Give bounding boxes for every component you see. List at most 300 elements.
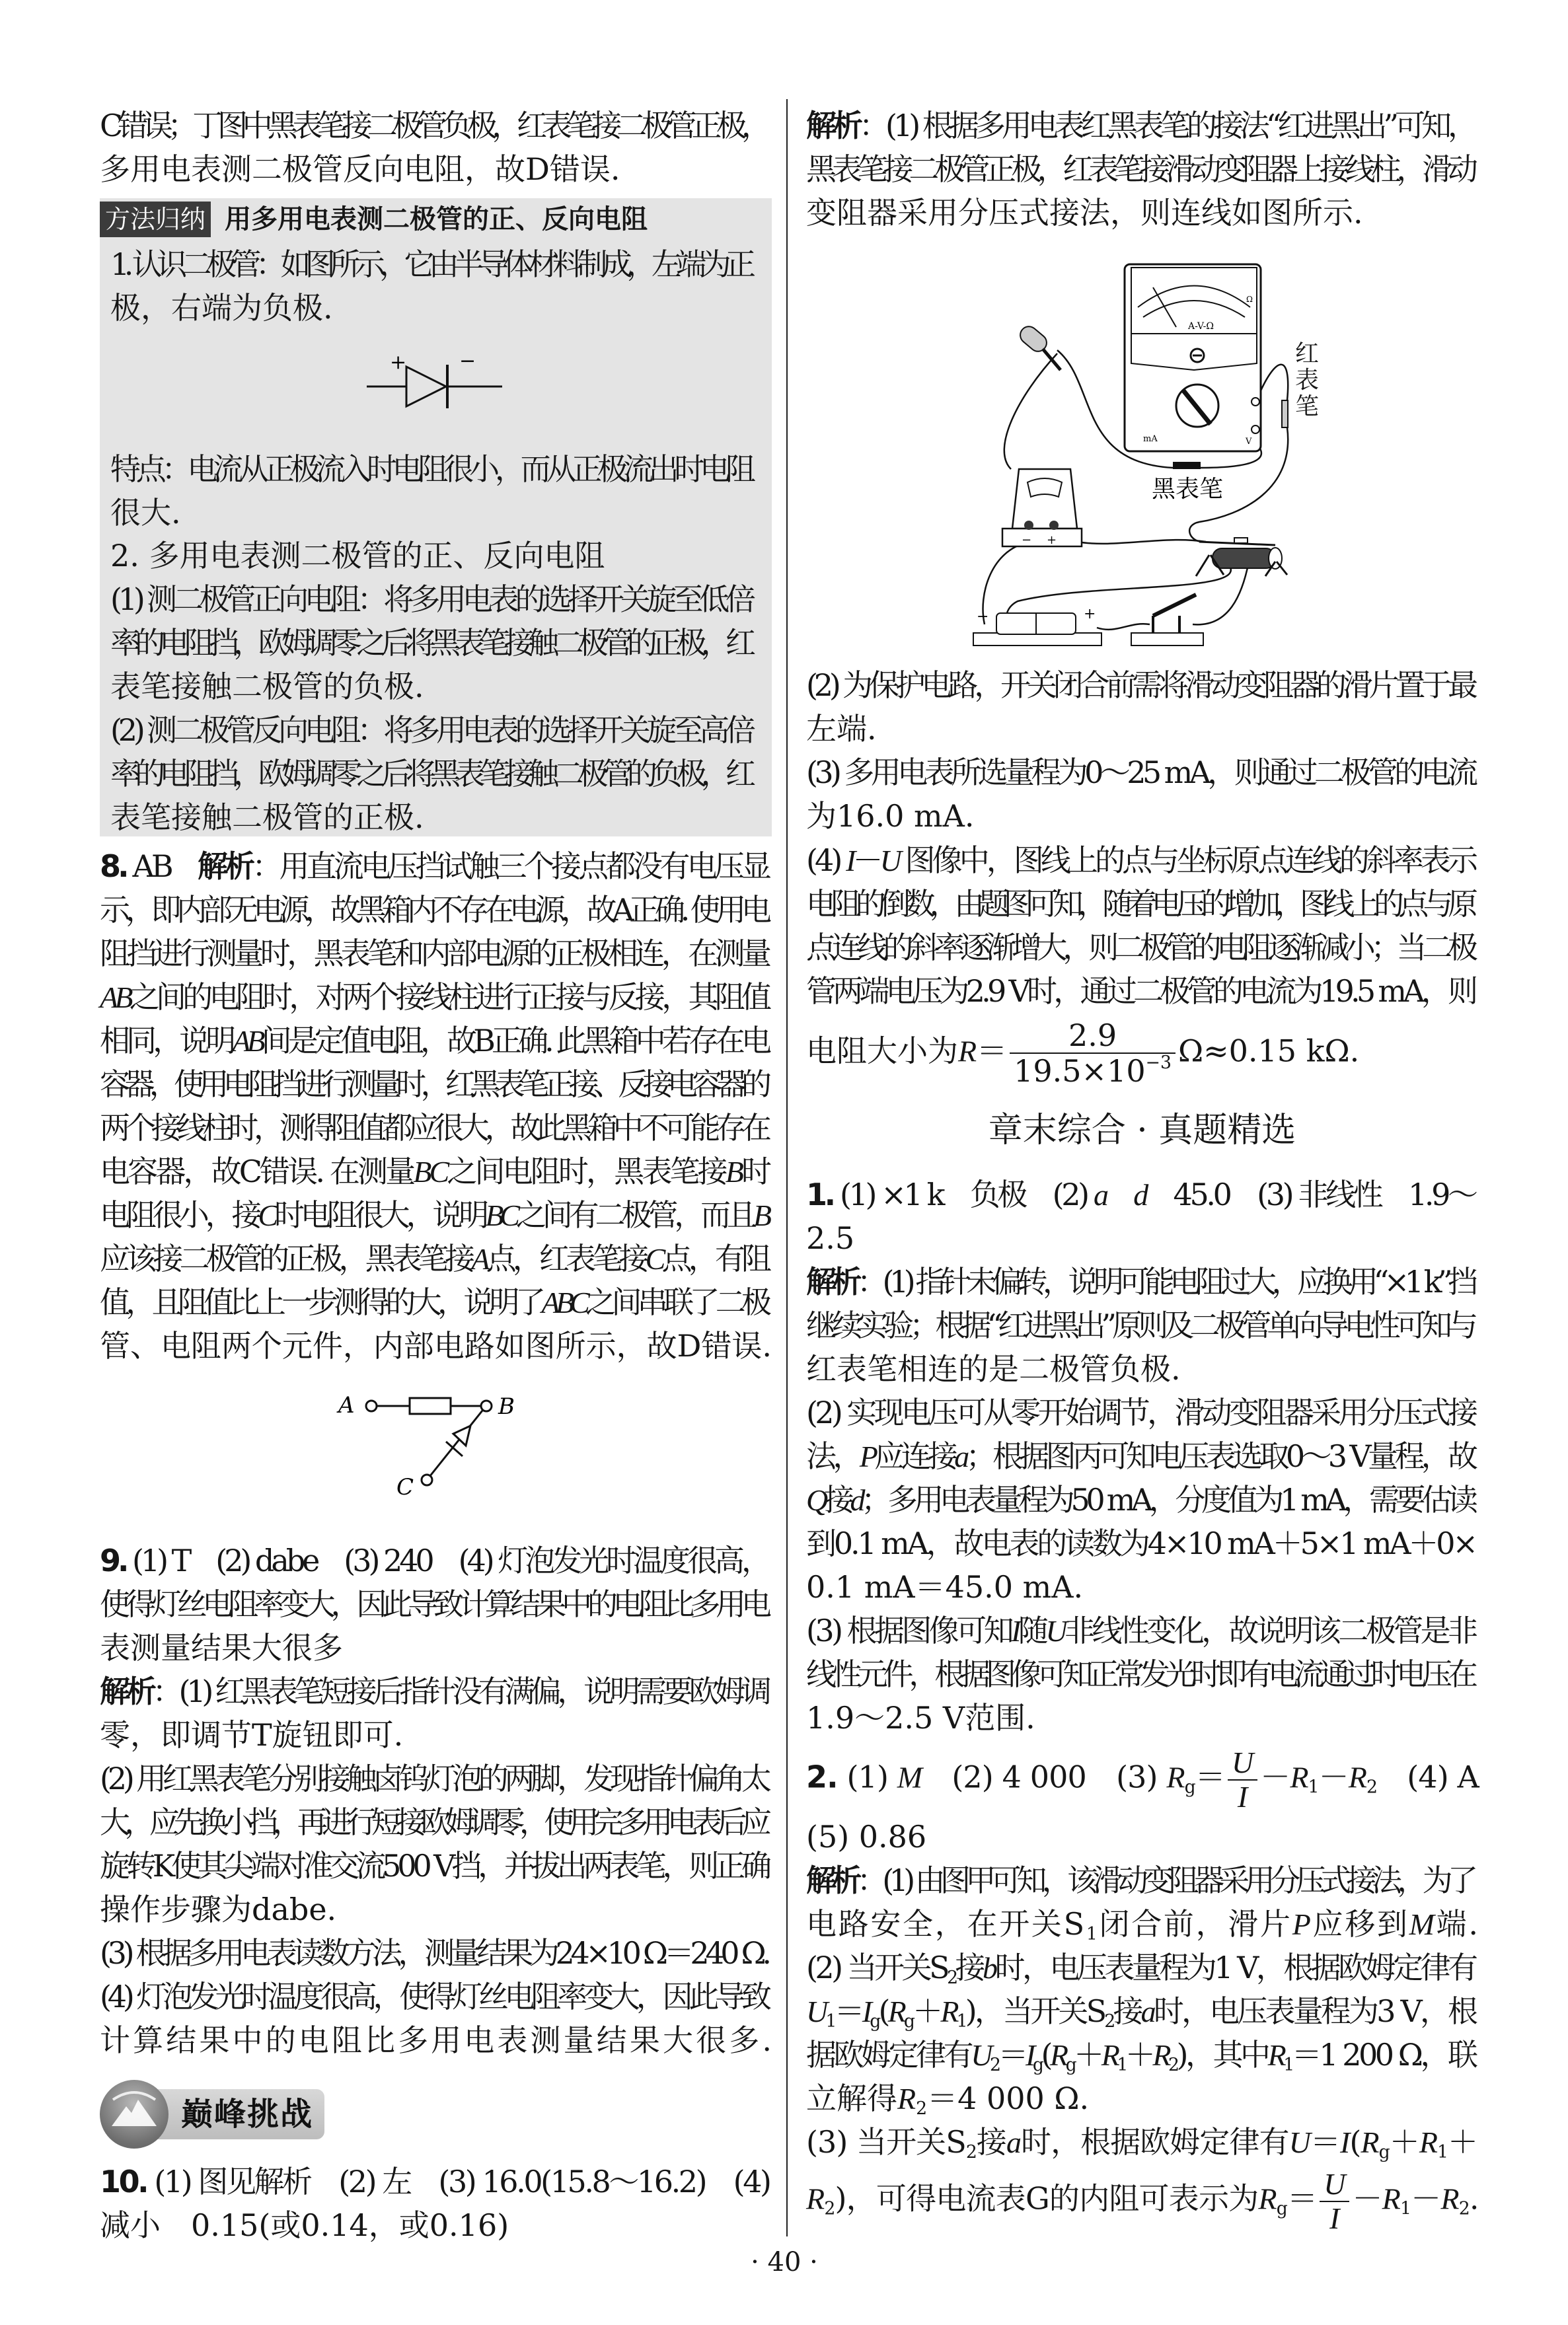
text-run: 阻挡进行测量时，黑表笔和内部电源的正极相连，在测量 <box>100 936 768 971</box>
text-line <box>806 1565 1478 1609</box>
italic-variable: R <box>1361 2125 1379 2159</box>
italic-variable: d <box>1133 1178 1146 1212</box>
bold-label: 10. <box>100 2164 147 2199</box>
line-content <box>100 1757 768 1800</box>
italic-variable: d <box>850 1483 862 1517</box>
text-line <box>806 1746 1479 1814</box>
numerator <box>1010 1019 1176 1054</box>
italic-variable: C <box>645 1242 662 1276</box>
question-2-answer <box>806 1746 1479 1814</box>
line-content <box>100 2161 770 2202</box>
text-run: 之间电阻时，黑表笔接 <box>447 1154 726 1189</box>
text-run: 容器，使用电阻挡进行测量时，红黑表笔正接、反接电容器的 <box>100 1066 766 1102</box>
text-line <box>100 1237 772 1280</box>
text-run: (1) ×1 k 负极 (2) <box>833 1177 1094 1212</box>
numerator <box>1228 1746 1257 1781</box>
text-run: ＝ <box>977 1033 1008 1069</box>
text-line <box>100 1280 772 1324</box>
text-line <box>100 1713 772 1757</box>
italic-variable: AB <box>232 1024 262 1058</box>
text-run: 表笔接触二极管的正极. <box>110 799 424 835</box>
italic-variable: P <box>859 1440 875 1473</box>
text-line <box>100 1582 772 1626</box>
battery-plus-label: + <box>1084 606 1096 622</box>
text-line <box>806 969 1478 1013</box>
diode-minus-label: − <box>459 350 476 373</box>
text-run: 接 <box>955 1950 983 1985</box>
line-content <box>100 1019 768 1063</box>
text-run: ＝ <box>1310 2124 1341 2160</box>
text-run: 率的电阻挡，欧姆调零之后将黑表笔接触二极管的负极，红 <box>110 756 751 792</box>
text-line <box>110 665 756 708</box>
text-line <box>806 1017 1478 1089</box>
subscript: 1 <box>956 2011 965 2032</box>
text-run: (2) 测二极管反向电阻：将多用电表的选择开关旋至高倍 <box>110 712 752 748</box>
text-run: 随 <box>1018 1613 1046 1648</box>
method-item-1 <box>110 242 756 330</box>
denominator <box>1010 1054 1176 1088</box>
subscript: g <box>870 2011 879 2032</box>
line-content <box>110 708 752 752</box>
text-run: 操作步骤为dabe. <box>100 1892 337 1927</box>
text-run: ＋ <box>1125 2037 1153 2073</box>
line-content <box>100 2018 774 2062</box>
line-content <box>110 577 752 621</box>
italic-variable: R <box>1152 2038 1169 2072</box>
text-run: 电阻大小为 <box>806 1033 958 1069</box>
text-line <box>100 2205 772 2248</box>
bold-label: 1. <box>806 1177 833 1212</box>
text-line <box>806 1522 1478 1565</box>
text-run: 之间串联了二极 <box>585 1284 768 1320</box>
text-run: 之间的电阻时，对两个接线柱进行正接与反接，其阻值 <box>129 979 768 1015</box>
text-line <box>806 926 1478 969</box>
text-run: ：(1) 根据多用电表红黑表笔的接法“红进黑出”可知， <box>859 108 1474 143</box>
text-run: 之间有二极管，而且 <box>515 1197 753 1233</box>
text-line <box>100 1757 772 1800</box>
text-line <box>806 104 1478 147</box>
question-1-answer <box>806 1173 1478 1740</box>
italic-variable: U <box>1324 2167 1346 2201</box>
fraction <box>1010 1019 1176 1088</box>
method-summary-label: 方法归纳 <box>100 202 211 237</box>
analysis-continued <box>806 663 1478 838</box>
text-run: ；多用电表量程为50 mA，分度值为1 mA，需要估读 <box>861 1482 1474 1518</box>
black-box-circuit-figure <box>330 1387 529 1500</box>
line-content <box>100 1106 767 1150</box>
text-run: 点连线的斜率逐渐增大，则二极管的电阻逐渐减小；当二极 <box>806 930 1474 965</box>
text-run: 表笔接触二极管的负极. <box>110 669 424 704</box>
subscript: 1 <box>1308 1777 1319 1798</box>
line-content <box>110 795 424 839</box>
text-run: 很大. <box>110 495 181 531</box>
meter-ohm-label: Ω <box>1246 295 1253 304</box>
text-line <box>100 147 772 191</box>
subscript: g <box>1378 2142 1390 2162</box>
line-content <box>100 1539 768 1582</box>
italic-variable: A <box>471 1242 486 1276</box>
method-item-2 <box>110 534 756 839</box>
text-line <box>100 1626 772 1670</box>
subscript: 2 <box>989 2055 998 2075</box>
text-run: ＋ <box>1074 2037 1101 2073</box>
text-line <box>110 492 756 536</box>
text-run: 变阻器采用分压式接法，则连线如图所示. <box>806 195 1363 231</box>
text-run: 红表笔相连的是二极管负极. <box>806 1351 1181 1387</box>
red-probe-label: 红表笔 <box>1294 340 1319 420</box>
text-run: (2) 当开关S <box>806 1950 948 1985</box>
italic-variable: ABC <box>541 1286 586 1319</box>
text-run: 法， <box>806 1438 860 1474</box>
italic-variable: R <box>1258 2182 1277 2216</box>
line-content <box>100 1713 403 1757</box>
text-line <box>100 975 772 1019</box>
text-run: 闭合前，滑片 <box>1099 1906 1292 1942</box>
superscript: −3 <box>1145 1052 1172 1073</box>
text-line <box>806 707 1478 751</box>
italic-variable: C <box>258 1199 274 1232</box>
method-summary-title: 用多用电表测二极管的正、反向电阻 <box>225 204 648 235</box>
line-content <box>806 2168 1479 2240</box>
text-run: 电路安全，在开关S <box>806 1906 1086 1942</box>
line-content <box>100 932 768 975</box>
text-line <box>806 1609 1478 1652</box>
text-run: ( <box>1041 2037 1050 2073</box>
text-run: 19.5×10 <box>1014 1052 1146 1089</box>
text-line <box>806 2120 1478 2164</box>
italic-variable: a <box>1094 1178 1106 1212</box>
line-content <box>100 1800 766 1844</box>
text-run: 零，即调节T旋钮即可. <box>100 1717 404 1753</box>
text-line <box>806 1902 1478 1946</box>
bold-label: 9. <box>100 1543 126 1578</box>
text-line <box>806 1391 1478 1434</box>
text-line <box>100 932 772 975</box>
text-run: (2) 为保护电路，开关闭合前需将滑动变阻器的滑片置于最 <box>806 667 1474 703</box>
text-run: 为16.0 mA. <box>806 798 975 834</box>
text-run: 时，电压表量程为1 V，根据欧姆定律有 <box>994 1950 1475 1985</box>
black-probe <box>1173 462 1201 469</box>
line-content <box>806 1304 1474 1347</box>
bold-label: 解析 <box>806 1264 858 1300</box>
line-content <box>100 1844 768 1888</box>
text-run: 减小 0.15(或0.14，或0.16) <box>100 2207 509 2243</box>
text-run: ；根据图丙可知电压表选取0～3 V量程，故 <box>965 1438 1475 1474</box>
text-run: ：(1) 由图甲可知，该滑动变阻器采用分压式接法，为了 <box>856 1863 1474 1898</box>
text-run: 旋转K使其尖端对准交流500 V挡，并拔出两表笔，则正确 <box>100 1848 768 1884</box>
text-line <box>100 2161 772 2205</box>
voltmeter-plus-label: + <box>1047 533 1057 547</box>
italic-variable: U <box>971 2038 990 2072</box>
text-line <box>806 1652 1478 1696</box>
text-run: 1. 认识二极管：如图所示，它由半导体材料制成，左端为正 <box>110 246 751 282</box>
text-line <box>110 534 756 577</box>
italic-variable: b <box>983 1951 995 1985</box>
italic-variable: R <box>940 1995 957 2028</box>
italic-variable: U <box>806 1995 826 2028</box>
text-run: 率的电阻挡，欧姆调零之后将黑表笔接触二极管的正极，红 <box>110 625 751 661</box>
text-run: )，当开关S <box>965 1993 1105 2029</box>
text-run: 管两端电压为2.9 V时，通过二极管的电流为19.5 mA，则 <box>806 973 1475 1009</box>
subscript: 2 <box>1104 2011 1113 2032</box>
line-content <box>100 1193 768 1237</box>
text-run: 值，且阻值比上一步测得的大，说明了 <box>100 1284 542 1320</box>
italic-variable: BC <box>413 1155 447 1189</box>
bold-label: 8. <box>100 848 126 884</box>
text-run: ：(1) 红黑表笔短接后指针没有满偏，说明需要欧姆调 <box>152 1674 768 1709</box>
text-run: 两个接线柱时，测得阻值都应很大，故此黑箱中不可能存在 <box>100 1110 767 1146</box>
subscript: g <box>1065 2055 1074 2075</box>
text-run: ：用直流电压挡试触三个接点都没有电压显 <box>252 848 769 884</box>
line-content <box>806 1478 1474 1522</box>
text-run: ＝4 000 Ω. <box>927 2081 1090 2116</box>
subscript: 2 <box>1458 2198 1470 2219</box>
text-run: 时，根据欧姆定律有 <box>1021 2124 1289 2160</box>
voltmeter-minus-label: − <box>1022 533 1032 547</box>
subscript: g <box>1032 2055 1041 2075</box>
page-number: · 40 · <box>751 2247 818 2277</box>
text-line <box>110 577 756 621</box>
line-content <box>806 191 1363 235</box>
text-run: 接 <box>976 2124 1006 2160</box>
text-run: 到0.1 mA，故电表的读数为4×10 mA＋5×1 mA＋0× <box>806 1526 1475 1561</box>
text-run: ＋ <box>1448 2124 1478 2160</box>
text-line <box>100 1062 772 1106</box>
text-line <box>100 1106 772 1150</box>
text-run: 45.0 (3) 非线性 1.9～ <box>1145 1177 1475 1212</box>
text-line <box>100 1670 772 1713</box>
line-content <box>110 534 605 577</box>
question-2-formula <box>806 2167 1479 2235</box>
resistance-formula <box>806 1017 1478 1089</box>
text-run: － <box>1260 1759 1290 1795</box>
italic-variable: a <box>1006 2125 1022 2159</box>
meter-scale-label: A-V-Ω <box>1188 321 1214 332</box>
line-content <box>806 707 877 751</box>
italic-variable: I <box>862 1995 870 2028</box>
text-line <box>100 1324 772 1368</box>
text-run: (1) 图见解析 (2) 左 (3) 16.0(15.8～16.2) (4) <box>147 2164 770 2199</box>
line-content <box>806 1609 1475 1653</box>
text-run: (1) 测二极管正向电阻：将多用电表的选择开关旋至低倍 <box>110 581 752 617</box>
question-8-answer <box>100 844 772 1368</box>
point-b-label: B <box>498 1393 515 1420</box>
text-run: 立解得 <box>806 2081 897 2116</box>
line-content <box>100 1670 768 1713</box>
line-content <box>110 492 181 533</box>
line-content <box>100 975 768 1019</box>
line-content <box>100 1582 767 1626</box>
text-run: 非线性变化，故说明该二极管是非 <box>1064 1613 1475 1648</box>
text-run: － <box>852 842 880 878</box>
text-line <box>806 1946 1478 1989</box>
text-line <box>806 1696 1478 1740</box>
fraction <box>1320 2168 1349 2234</box>
text-run: (2) 4 000 (3) <box>922 1759 1167 1795</box>
text-run: (1) T (2) dabe (3) 240 (4) 灯泡发光时温度很高， <box>126 1543 768 1578</box>
italic-variable: R <box>958 1034 977 1068</box>
text-line <box>100 2018 775 2062</box>
text-run: 2. 多用电表测二极管的正、反向电阻 <box>110 538 605 573</box>
text-line <box>806 1434 1478 1478</box>
line-content <box>100 844 768 888</box>
line-content <box>806 751 1474 794</box>
text-line <box>110 242 756 286</box>
line-content <box>110 449 751 490</box>
text-run: 大，应先换小挡，再进行短接欧姆调零，使用完多用电表后应 <box>100 1804 766 1840</box>
italic-variable: R <box>1348 1760 1367 1794</box>
line-content <box>100 147 620 191</box>
text-run: 相同，说明 <box>100 1023 233 1058</box>
text-run: － <box>1318 1759 1349 1795</box>
text-run: 示，即内部无电源，故黑箱内不存在电源，故A正确. 使用电 <box>100 892 767 928</box>
text-line <box>806 1347 1478 1391</box>
question-2-analysis <box>806 1815 1478 2164</box>
italic-variable: M <box>1409 1907 1437 1941</box>
peak-challenge-badge <box>100 2080 324 2149</box>
text-run: － <box>1411 2180 1441 2217</box>
intro-text <box>100 104 772 191</box>
meter-v-label: V <box>1246 437 1252 447</box>
italic-variable: R <box>806 2182 825 2216</box>
text-run: ＝1 200 Ω，联 <box>1291 2037 1475 2073</box>
italic-variable: R <box>897 2082 916 2116</box>
italic-variable: BC <box>485 1199 516 1232</box>
italic-variable: R <box>1267 2038 1284 2072</box>
italic-variable: U <box>879 844 899 877</box>
text-line <box>100 1844 772 1888</box>
subscript: 1 <box>1437 2142 1448 2162</box>
italic-variable: I <box>1025 2038 1033 2072</box>
bold-label: 2. <box>806 1759 838 1795</box>
text-line <box>100 1888 772 1931</box>
analysis-intro <box>806 104 1478 235</box>
red-probe <box>1282 400 1288 427</box>
text-line <box>100 1975 772 2018</box>
line-content <box>110 621 750 665</box>
analysis-iu-graph <box>806 838 1478 1013</box>
italic-variable: M <box>897 1760 922 1794</box>
text-line <box>100 104 772 147</box>
line-content <box>806 104 1474 147</box>
line-content <box>806 1859 1473 1902</box>
text-run: 时 <box>741 1154 770 1189</box>
bold-label: 解析 <box>806 1863 857 1898</box>
subscript: g <box>903 2011 913 2032</box>
line-content <box>100 1280 767 1325</box>
text-run: ( <box>1349 2124 1361 2160</box>
text-line <box>110 752 756 795</box>
text-run: 据欧姆定律有 <box>806 2037 971 2073</box>
italic-variable: B <box>753 1199 768 1232</box>
text-run <box>1106 1177 1134 1212</box>
text-run: (2) 实现电压可从零开始调节，滑动变阻器采用分压式接 <box>806 1395 1475 1430</box>
text-run: 计算结果中的电阻比多用电表测量结果大很多. <box>100 2022 775 2058</box>
diode-plus-label: + <box>390 351 407 374</box>
italic-variable: R <box>1382 2182 1400 2216</box>
text-line <box>806 191 1478 235</box>
text-run: 表测量结果大很多 <box>100 1630 343 1666</box>
line-content <box>806 1696 1035 1740</box>
text-line <box>806 1859 1478 1902</box>
italic-variable: I <box>846 844 853 877</box>
text-line <box>100 1539 772 1582</box>
text-run: (1) <box>837 1759 897 1795</box>
line-content <box>806 882 1472 926</box>
italic-variable: I <box>1237 1779 1248 1814</box>
italic-variable: U <box>1288 2125 1310 2159</box>
subscript: g <box>1184 1777 1195 1798</box>
text-run: 时，电压表量程为3 V，根 <box>1153 1993 1476 2029</box>
line-content <box>806 1391 1475 1434</box>
text-line <box>806 2033 1478 2077</box>
line-content <box>806 1815 926 1859</box>
line-content <box>806 2120 1477 2174</box>
text-run: － <box>1352 2180 1382 2217</box>
line-content <box>100 1626 343 1670</box>
text-run: 点，红表笔接 <box>486 1241 646 1276</box>
line-content <box>100 1975 768 2018</box>
diode-symbol-figure <box>363 350 509 423</box>
text-run: 极，右端为负极. <box>110 290 333 326</box>
text-line <box>806 1304 1478 1347</box>
text-run: 继续实验；根据“红进黑出”原则及二极管单向导电性可知与 <box>806 1308 1474 1343</box>
line-content <box>806 969 1474 1013</box>
text-line <box>806 147 1478 191</box>
text-run: 电阻很小，接 <box>100 1197 258 1233</box>
text-run: 多用电表测二极管反向电阻，故D错误. <box>100 151 620 187</box>
text-run: ：(1) 指针未偏转，说明可能电阻过大，应换用“×1 k”挡 <box>857 1264 1474 1300</box>
line-content <box>100 104 766 147</box>
line-content <box>100 1237 768 1281</box>
text-run: 线性元件，根据图像可知正常发光时即有电流通过时电压在 <box>806 1656 1474 1692</box>
subscript: 2 <box>824 2198 835 2219</box>
bold-label: 解析 <box>100 1674 153 1709</box>
line-content <box>806 663 1474 707</box>
text-run: 端. <box>1436 1906 1480 1942</box>
text-run: (3) 当开关S <box>806 2124 966 2160</box>
text-run: (4) <box>806 842 846 878</box>
text-run: 左端. <box>806 711 877 747</box>
subscript: 2 <box>1168 2055 1177 2075</box>
black-probe-label: 黑表笔 <box>1152 476 1224 503</box>
subscript: 1 <box>1283 2055 1292 2075</box>
question-9-answer <box>100 1539 775 2062</box>
text-line <box>806 1216 1478 1260</box>
text-run: (3) 根据图像可知 <box>806 1613 1012 1648</box>
text-line <box>806 1173 1478 1216</box>
text-run: 黑表笔接二极管正极，红表笔接滑动变阻器上接线柱，滑动 <box>806 151 1474 187</box>
line-content <box>806 1260 1474 1304</box>
text-run: ＋ <box>1389 2124 1419 2160</box>
text-run: Ω≈0.15 kΩ. <box>1177 1033 1360 1069</box>
text-run: )，其中 <box>1176 2037 1268 2073</box>
text-line <box>100 844 772 888</box>
multimeter-circuit-figure <box>965 251 1335 654</box>
text-run: C错误；丁图中黑表笔接二极管负极，红表笔接二极管正极， <box>100 108 766 143</box>
text-line <box>806 838 1478 882</box>
text-run: AB <box>126 848 198 884</box>
bold-label: 解析 <box>806 108 860 143</box>
text-run: 接 <box>823 1482 850 1518</box>
text-run: (4) 灯泡发光时温度很高，使得灯丝电阻率变大，因此导致 <box>100 1979 768 2014</box>
line-content <box>806 1522 1475 1565</box>
text-run: 0.1 mA＝45.0 mA. <box>806 1569 1084 1605</box>
text-run: 接 <box>1113 1993 1141 2029</box>
text-run: (5) 0.86 <box>806 1819 927 1855</box>
text-run: 时电阻很大，说明 <box>274 1197 486 1233</box>
text-line <box>110 795 756 839</box>
